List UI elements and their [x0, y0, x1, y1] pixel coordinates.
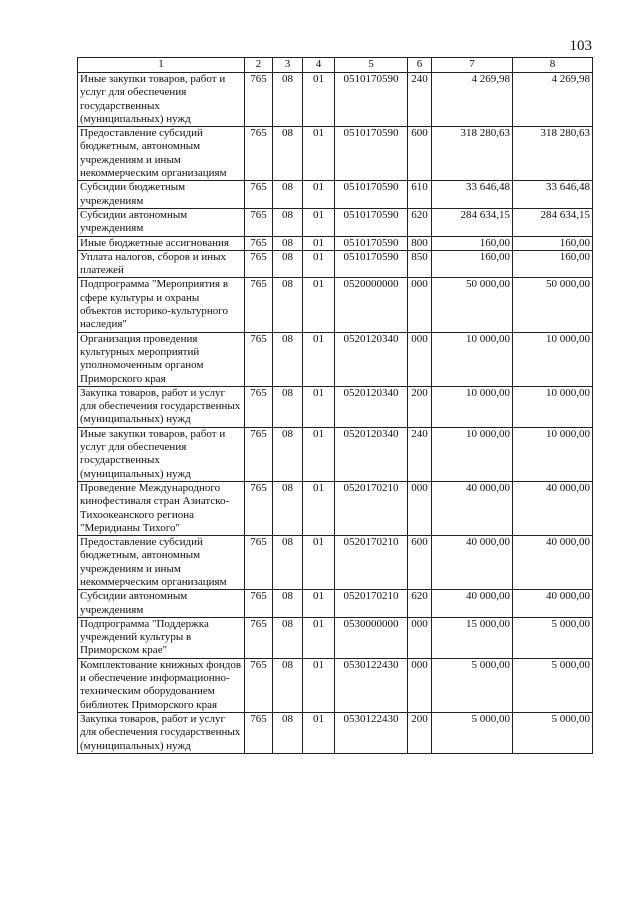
row-name-cell: Предоставление субсидий бюджетным, автономным учреждениям и иным некоммерческим организациям: [78, 536, 245, 590]
table-row: [78, 712, 593, 753]
target-article-cell: 0530000000: [335, 617, 408, 658]
row-name-cell: Субсидии автономным учреждениям: [78, 208, 245, 236]
amount-cell: 5 000,00: [513, 712, 593, 753]
amount-cell: 4 269,98: [513, 73, 593, 127]
row-name-cell: Иные закупки товаров, работ и услуг для обеспечения государственных (муниципальных) нужд: [78, 73, 245, 127]
subsection-cell: 01: [303, 332, 335, 386]
column-header: 2: [245, 58, 273, 73]
target-article-cell: 0510170590: [335, 208, 408, 236]
table-row: [78, 181, 593, 209]
target-article-cell: 0530122430: [335, 712, 408, 753]
section-cell: 08: [273, 712, 303, 753]
expense-type-cell: 000: [408, 332, 432, 386]
column-header: 1: [78, 58, 245, 73]
table-row: [78, 236, 593, 250]
table-row: [78, 617, 593, 658]
target-article-cell: 0520000000: [335, 278, 408, 332]
column-header: 8: [513, 58, 593, 73]
target-article-cell: 0520170210: [335, 590, 408, 618]
target-article-cell: 0520120340: [335, 427, 408, 481]
chapter-cell: 765: [245, 658, 273, 712]
amount-cell: 40 000,00: [513, 481, 593, 535]
expense-type-cell: 850: [408, 250, 432, 278]
chapter-cell: 765: [245, 386, 273, 427]
budget-table: [77, 57, 593, 754]
subsection-cell: 01: [303, 617, 335, 658]
chapter-cell: 765: [245, 617, 273, 658]
amount-cell: 160,00: [513, 236, 593, 250]
expense-type-cell: 200: [408, 386, 432, 427]
section-cell: 08: [273, 250, 303, 278]
page-number: 103: [569, 38, 592, 54]
chapter-cell: 765: [245, 208, 273, 236]
column-header: 4: [303, 58, 335, 73]
row-name-cell: Предоставление субсидий бюджетным, автономным учреждениям и иным некоммерческим организациям: [78, 127, 245, 181]
expense-type-cell: 600: [408, 127, 432, 181]
table-row: [78, 127, 593, 181]
subsection-cell: 01: [303, 208, 335, 236]
expense-type-cell: 240: [408, 427, 432, 481]
expense-type-cell: 000: [408, 278, 432, 332]
subsection-cell: 01: [303, 590, 335, 618]
table-row: [78, 73, 593, 127]
subsection-cell: 01: [303, 536, 335, 590]
expense-type-cell: 610: [408, 181, 432, 209]
table-row: [78, 332, 593, 386]
amount-cell: 40 000,00: [513, 590, 593, 618]
header-row: [78, 58, 593, 73]
subsection-cell: 01: [303, 278, 335, 332]
subsection-cell: 01: [303, 250, 335, 278]
amount-cell: 50 000,00: [513, 278, 593, 332]
section-cell: 08: [273, 236, 303, 250]
table-row: [78, 386, 593, 427]
subsection-cell: 01: [303, 712, 335, 753]
section-cell: 08: [273, 181, 303, 209]
section-cell: 08: [273, 658, 303, 712]
section-cell: 08: [273, 590, 303, 618]
row-name-cell: Иные закупки товаров, работ и услуг для обеспечения государственных (муниципальных) нужд: [78, 427, 245, 481]
chapter-cell: 765: [245, 250, 273, 278]
subsection-cell: 01: [303, 386, 335, 427]
chapter-cell: 765: [245, 590, 273, 618]
amount-cell: 10 000,00: [432, 427, 513, 481]
table-row: [78, 250, 593, 278]
table-row: [78, 278, 593, 332]
chapter-cell: 765: [245, 427, 273, 481]
chapter-cell: 765: [245, 712, 273, 753]
amount-cell: 10 000,00: [513, 427, 593, 481]
column-header: 5: [335, 58, 408, 73]
subsection-cell: 01: [303, 481, 335, 535]
amount-cell: 50 000,00: [432, 278, 513, 332]
column-header: 3: [273, 58, 303, 73]
column-header: 7: [432, 58, 513, 73]
row-name-cell: Уплата налогов, сборов и иных платежей: [78, 250, 245, 278]
target-article-cell: 0510170590: [335, 73, 408, 127]
table-row: [78, 536, 593, 590]
amount-cell: 5 000,00: [513, 617, 593, 658]
expense-type-cell: 620: [408, 590, 432, 618]
section-cell: 08: [273, 332, 303, 386]
amount-cell: 4 269,98: [432, 73, 513, 127]
subsection-cell: 01: [303, 181, 335, 209]
amount-cell: 160,00: [513, 250, 593, 278]
subsection-cell: 01: [303, 73, 335, 127]
target-article-cell: 0510170590: [335, 236, 408, 250]
row-name-cell: Проведение Международного кинофестиваля стран Азиатско-Тихоокеанского региона "Меридианы Тихого": [78, 481, 245, 535]
row-name-cell: Субсидии бюджетным учреждениям: [78, 181, 245, 209]
row-name-cell: Подпрограмма "Поддержка учреждений культуры в Приморском крае": [78, 617, 245, 658]
expense-type-cell: 620: [408, 208, 432, 236]
expense-type-cell: 800: [408, 236, 432, 250]
amount-cell: 284 634,15: [432, 208, 513, 236]
amount-cell: 318 280,63: [432, 127, 513, 181]
subsection-cell: 01: [303, 658, 335, 712]
target-article-cell: 0510170590: [335, 181, 408, 209]
section-cell: 08: [273, 386, 303, 427]
row-name-cell: Подпрограмма "Мероприятия в сфере культуры и охраны объектов историко-культурного наследия": [78, 278, 245, 332]
expense-type-cell: 000: [408, 481, 432, 535]
amount-cell: 40 000,00: [513, 536, 593, 590]
target-article-cell: 0530122430: [335, 658, 408, 712]
row-name-cell: Комплектование книжных фондов и обеспечение информационно-техническим оборудованием библиотек Приморского края: [78, 658, 245, 712]
section-cell: 08: [273, 208, 303, 236]
amount-cell: 15 000,00: [432, 617, 513, 658]
section-cell: 08: [273, 536, 303, 590]
section-cell: 08: [273, 73, 303, 127]
row-name-cell: Закупка товаров, работ и услуг для обеспечения государственных (муниципальных) нужд: [78, 386, 245, 427]
expense-type-cell: 200: [408, 712, 432, 753]
target-article-cell: 0520170210: [335, 481, 408, 535]
section-cell: 08: [273, 617, 303, 658]
amount-cell: 40 000,00: [432, 590, 513, 618]
amount-cell: 10 000,00: [513, 332, 593, 386]
expense-type-cell: 000: [408, 658, 432, 712]
amount-cell: 160,00: [432, 236, 513, 250]
subsection-cell: 01: [303, 127, 335, 181]
expense-type-cell: 240: [408, 73, 432, 127]
expense-type-cell: 000: [408, 617, 432, 658]
amount-cell: 33 646,48: [432, 181, 513, 209]
chapter-cell: 765: [245, 332, 273, 386]
row-name-cell: Иные бюджетные ассигнования: [78, 236, 245, 250]
amount-cell: 5 000,00: [432, 658, 513, 712]
table-row: [78, 658, 593, 712]
amount-cell: 10 000,00: [432, 332, 513, 386]
chapter-cell: 765: [245, 127, 273, 181]
amount-cell: 160,00: [432, 250, 513, 278]
chapter-cell: 765: [245, 278, 273, 332]
section-cell: 08: [273, 427, 303, 481]
amount-cell: 40 000,00: [432, 536, 513, 590]
target-article-cell: 0510170590: [335, 127, 408, 181]
section-cell: 08: [273, 278, 303, 332]
table-row: [78, 208, 593, 236]
target-article-cell: 0520170210: [335, 536, 408, 590]
subsection-cell: 01: [303, 236, 335, 250]
subsection-cell: 01: [303, 427, 335, 481]
amount-cell: 5 000,00: [432, 712, 513, 753]
table-row: [78, 427, 593, 481]
table-row: [78, 590, 593, 618]
amount-cell: 33 646,48: [513, 181, 593, 209]
row-name-cell: Организация проведения культурных мероприятий уполномоченным органом Приморского края: [78, 332, 245, 386]
target-article-cell: 0520120340: [335, 386, 408, 427]
row-name-cell: Закупка товаров, работ и услуг для обеспечения государственных (муниципальных) нужд: [78, 712, 245, 753]
chapter-cell: 765: [245, 236, 273, 250]
amount-cell: 318 280,63: [513, 127, 593, 181]
amount-cell: 40 000,00: [432, 481, 513, 535]
amount-cell: 10 000,00: [513, 386, 593, 427]
section-cell: 08: [273, 127, 303, 181]
table-row: [78, 481, 593, 535]
section-cell: 08: [273, 481, 303, 535]
column-header: 6: [408, 58, 432, 73]
chapter-cell: 765: [245, 181, 273, 209]
chapter-cell: 765: [245, 536, 273, 590]
chapter-cell: 765: [245, 481, 273, 535]
amount-cell: 284 634,15: [513, 208, 593, 236]
amount-cell: 5 000,00: [513, 658, 593, 712]
chapter-cell: 765: [245, 73, 273, 127]
row-name-cell: Субсидии автономным учреждениям: [78, 590, 245, 618]
amount-cell: 10 000,00: [432, 386, 513, 427]
target-article-cell: 0520120340: [335, 332, 408, 386]
expense-type-cell: 600: [408, 536, 432, 590]
target-article-cell: 0510170590: [335, 250, 408, 278]
